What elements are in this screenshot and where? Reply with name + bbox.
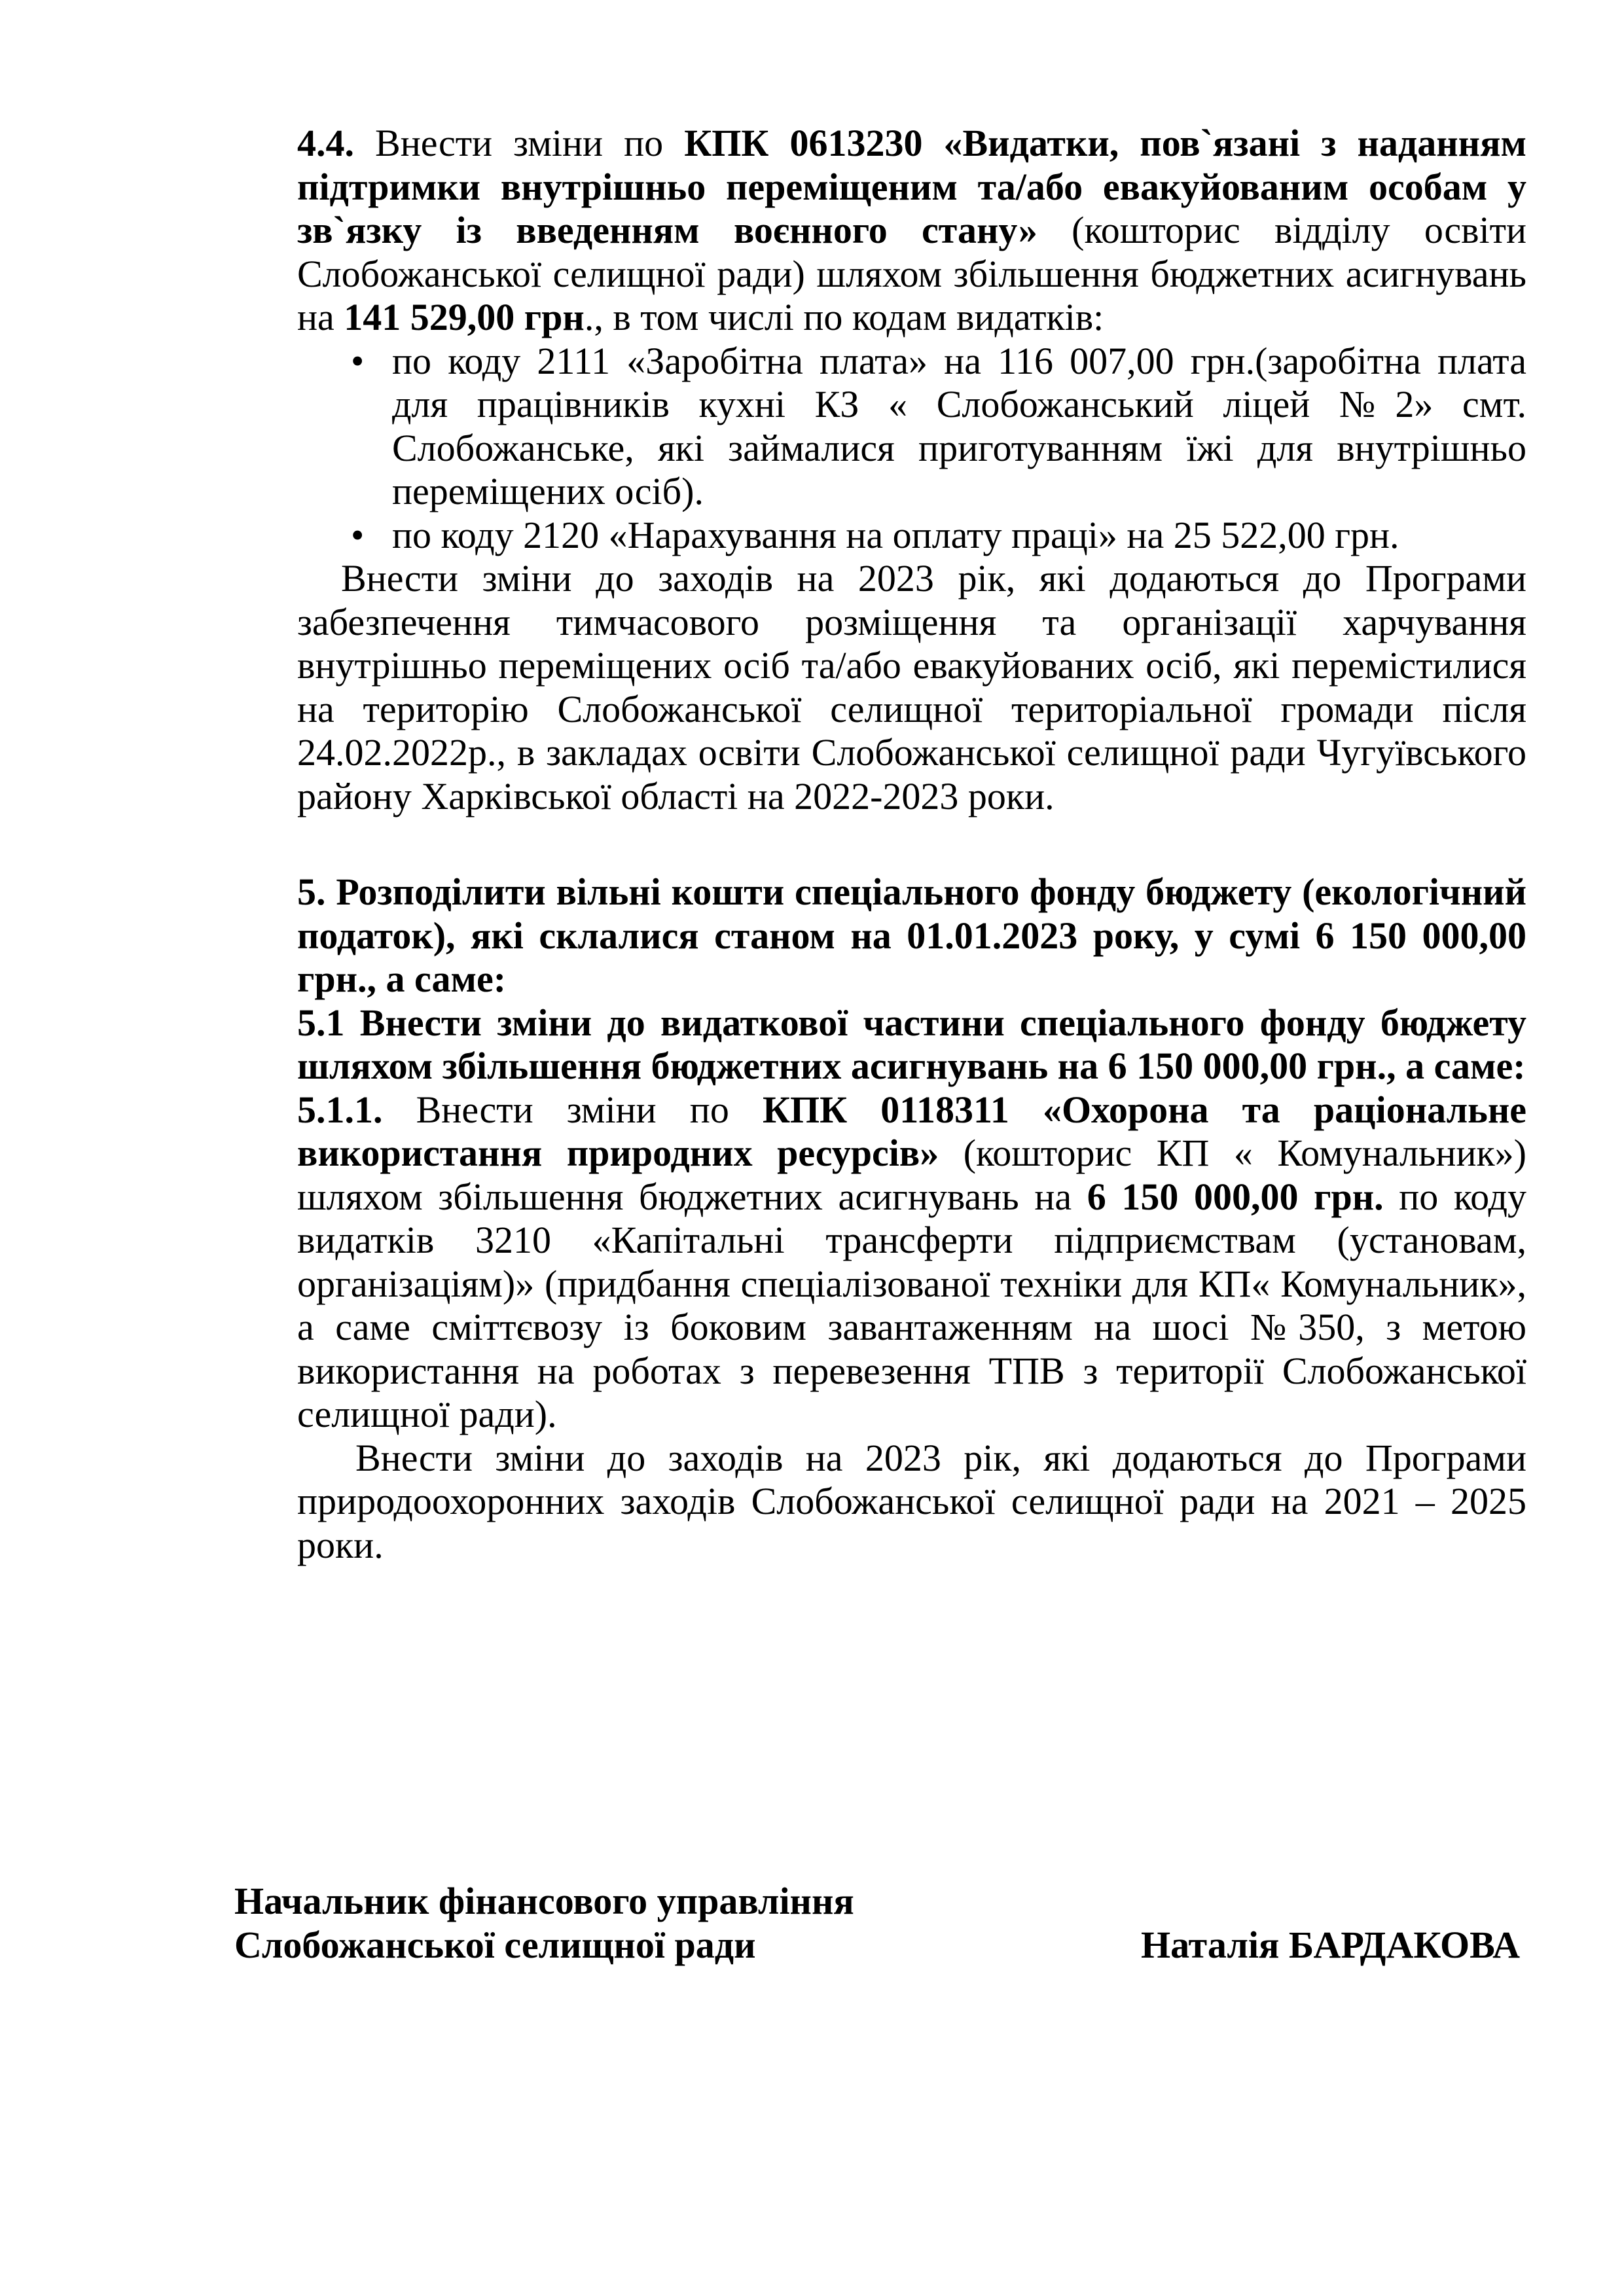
kpk-title: КПК 0118311 «Охорона та раціональне використання природних ресурсів» [297, 1088, 1526, 1174]
section-4-4-paragraph: 4.4. Внести зміни по КПК 0613230 «Видатки, пов`язані з наданням підтримки внутрішньо переміщеним та/або евакуйованим особам у зв`язку із введенням воєнного стану» (кошторис відділу освіти Слобожанської селищної ради) шляхом збільшення бюджетних асигнувань на 141 529,00 грн., в том числі по кодам видатків: [297, 122, 1526, 338]
kpk-title: КПК 0613230 «Видатки, пов`язані з наданням підтримки внутрішньо переміщеним та/або евакуйованим особам у зв`язку із введенням воєнного стану» [297, 122, 1526, 251]
bullet-icon: • [351, 339, 365, 382]
signer-name: Наталія БАРДАКОВА [1141, 1923, 1520, 1966]
section-5-1-heading: 5.1 Внести зміни до видаткової частини спеціального фонду бюджету шляхом збільшення бюджетних асигнувань на 6 150 000,00 грн., а саме: [297, 1001, 1526, 1087]
expense-code-list [297, 340, 1526, 558]
section-5-1-1-paragraph: 5.1.1. Внести зміни по КПК 0118311 «Охорона та раціональне використання природних ресурсів» (кошторис КП « Комунальник») шляхом збільшення бюджетних асигнувань на 6 150 000,00 грн. по коду видатків 3210 «Капітальні трансферти підприємствам (установам, організаціям)» (придбання спеціалізованої техніки для КП« Комунальник», а саме сміттєвозу із боковим завантаженням на шосі №350, з метою використання на роботах з перевезення ТПВ з території Слобожанської селищної ради). [297, 1088, 1526, 1435]
section-4-4 [297, 122, 1526, 818]
program-paragraph: Внести зміни до заходів на 2023 рік, які додаються до Програми забезпечення тимчасового розміщення та організації харчування внутрішньо переміщених осіб та/або евакуйованих осіб, які перемістилися на територію Слобожанської селищної територіальної громади після 24.02.2022р., в закладах освіти Слобожанської селищної ради Чугуївського району Харківської області на 2022-2023 роки. [297, 557, 1526, 817]
signature-block [234, 1880, 1520, 1967]
signer-organization: Слобожанської селищної ради [234, 1923, 756, 1966]
section-5-heading: 5. Розподілити вільні кошти спеціального фонду бюджету (екологічний податок), які склалися станом на 01.01.2023 року, у сумі 6 150 000,00 грн., а саме: [297, 870, 1526, 1000]
amount: 6 150 000,00 грн. [1087, 1175, 1384, 1218]
amount: 141 529,00 грн [344, 296, 585, 338]
program-paragraph: Внести зміни до заходів на 2023 рік, які додаються до Програми природоохоронних заходів Слобожанської селищної ради на 2021 – 2025 роки. [297, 1436, 1526, 1566]
list-item: • по коду 2111 «Заробітна плата» на 116 007,00 грн.(заробітна плата для працівників кухні КЗ « Слобожанський ліцей №2» смт. Слобожанське, які займалися приготуванням їжі для внутрішньо переміщених осіб). [351, 339, 1526, 512]
list-item: • по коду 2120 «Нарахування на оплату праці» на 25 522,00 грн. [351, 513, 1399, 556]
section-5 [297, 870, 1526, 1567]
bullet-icon: • [351, 513, 365, 556]
signer-position: Начальник фінансового управління [234, 1880, 854, 1922]
